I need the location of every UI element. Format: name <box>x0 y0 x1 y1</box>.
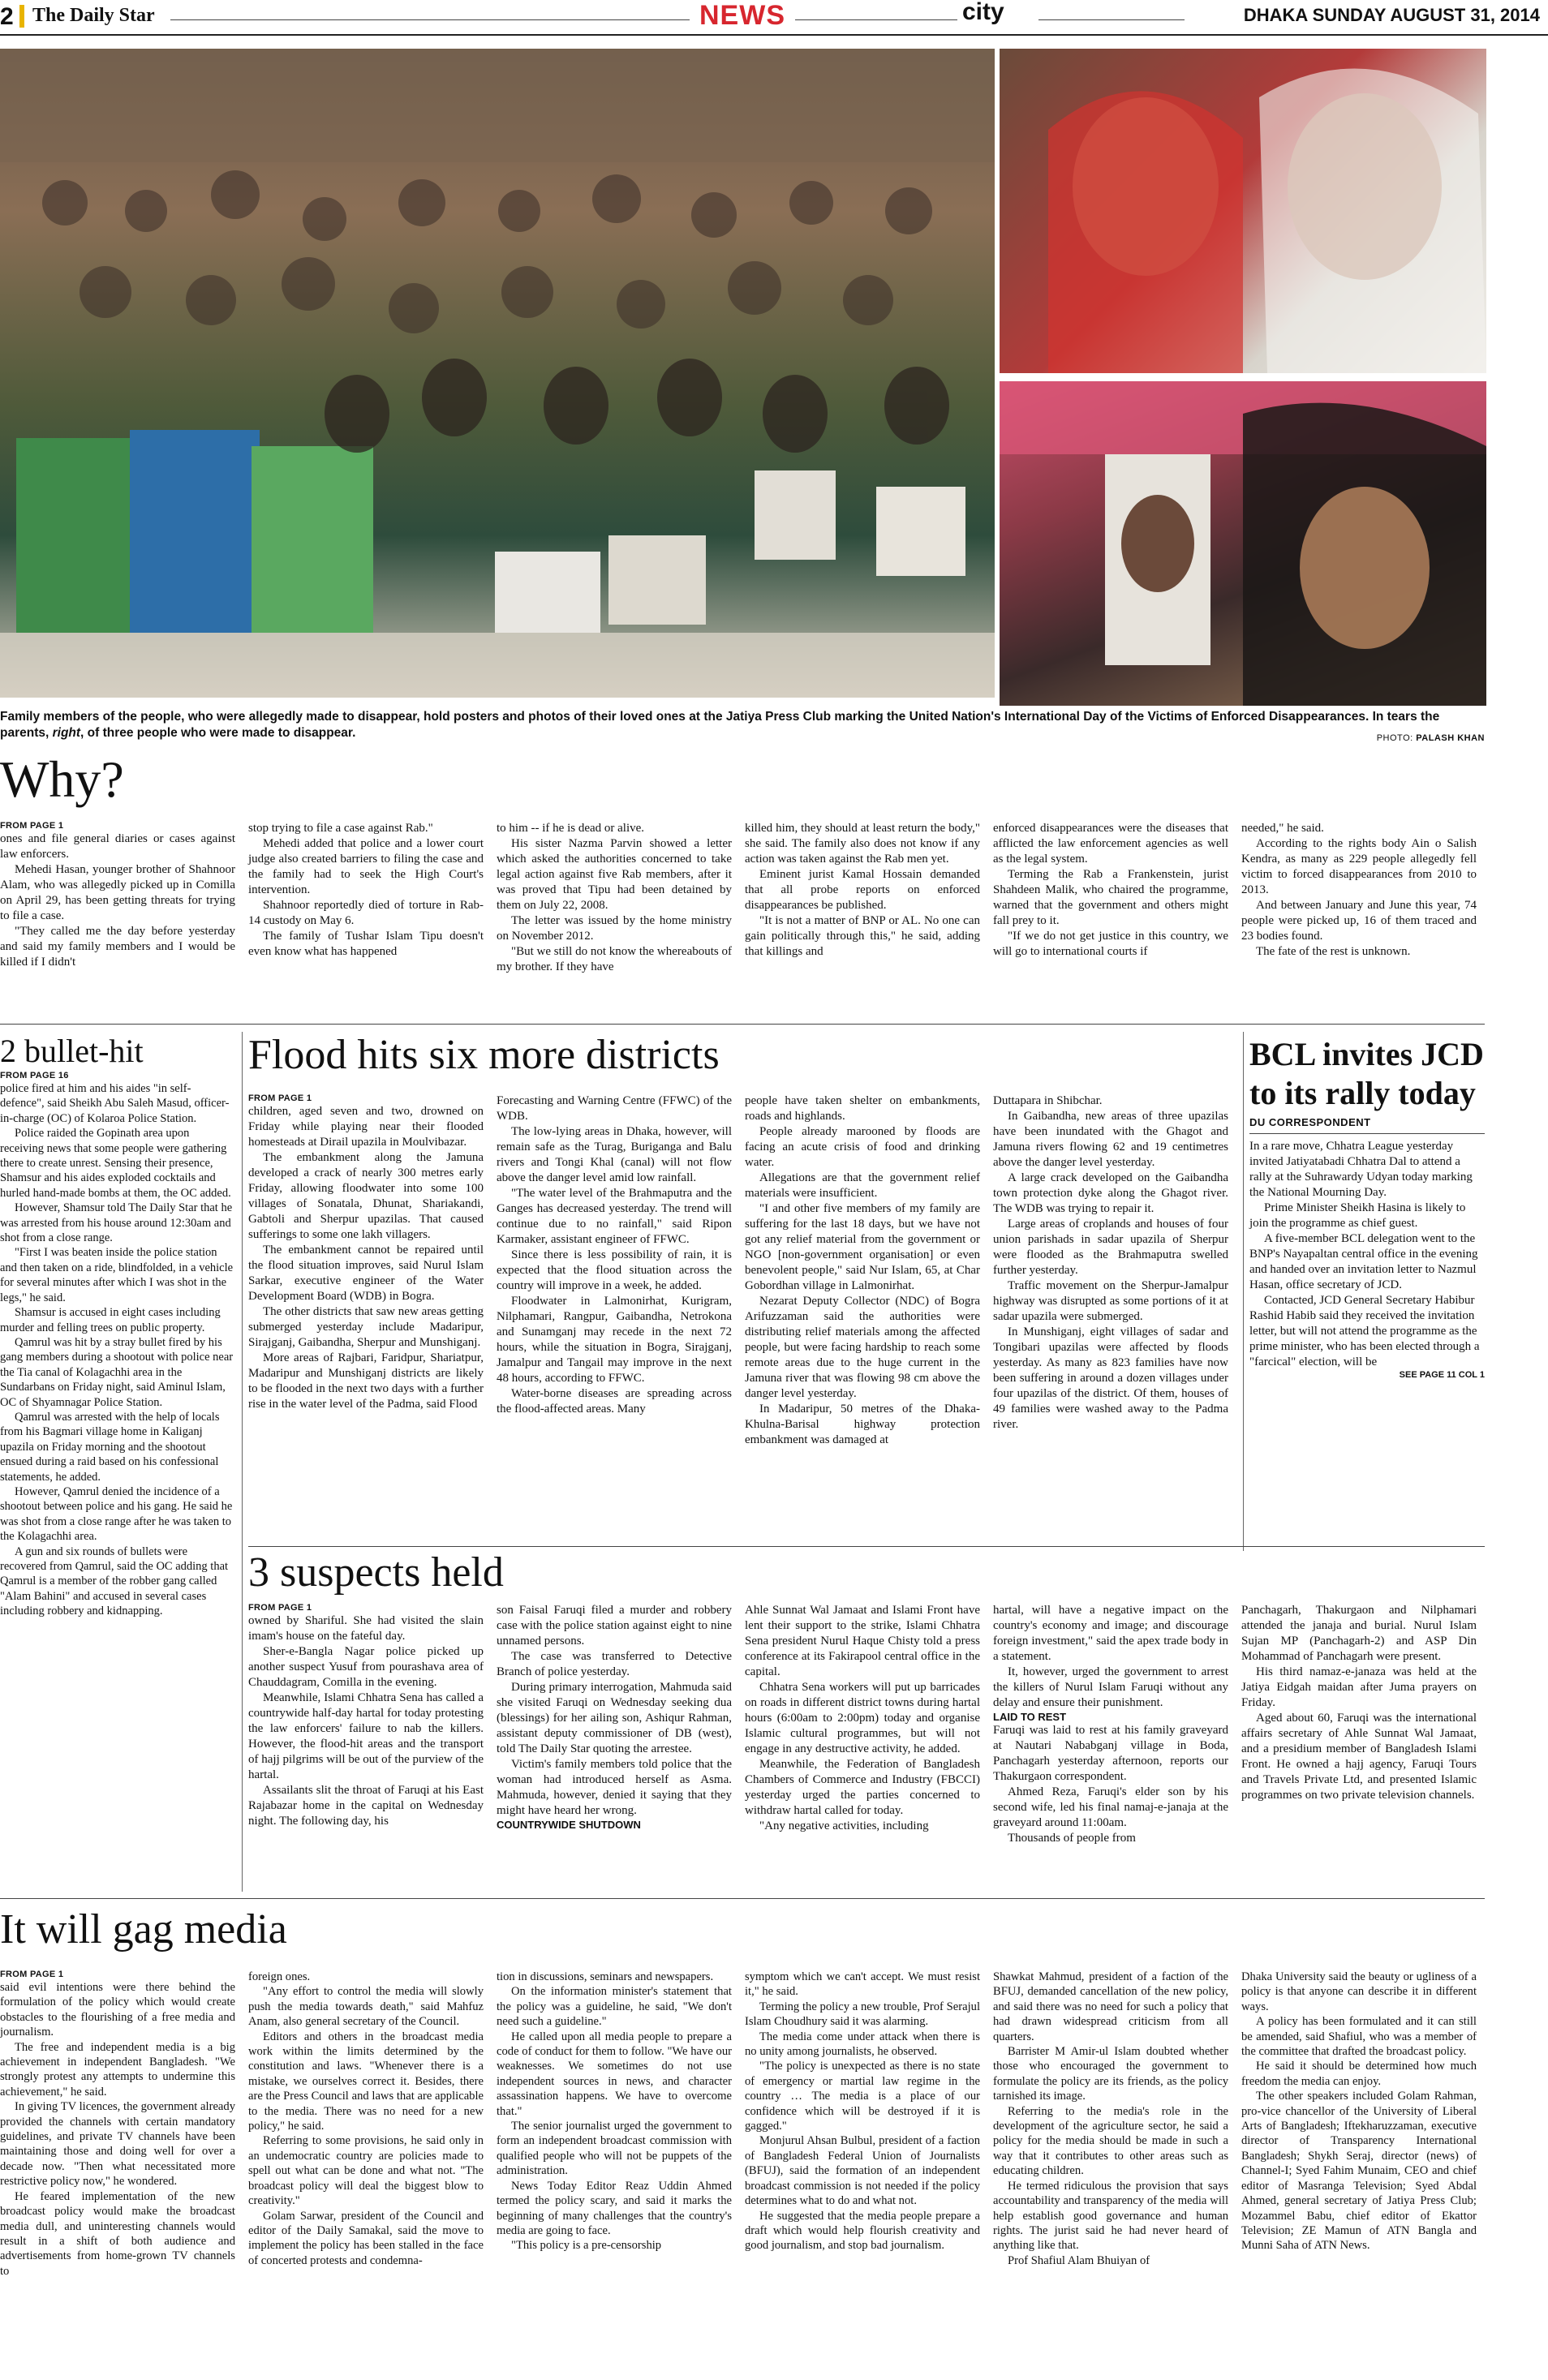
right-bottom-photo-art <box>1000 381 1486 706</box>
why-p: The letter was issued by the home ministry on November 2012. <box>497 914 732 943</box>
flood-p: "I and other five members of my family are suffering for the last 18 days, but we have not got any relief material from the government or NGO [non-government organisation] or even benevolent people," said Nur Islam, 65, at Char Gobordhan village in Lalmonirhat. <box>745 1202 980 1292</box>
gag-p: In giving TV licences, the government already provided the channels with certain mandatory guidelines, and private TV channels have been maintaining those and doing well for over a decade now. "Then what necessitated more restrictive policy now," he wondered. <box>0 2100 235 2189</box>
suspects-col-3 <box>745 1603 980 1834</box>
why-p: stop trying to file a case against Rab." <box>248 822 433 835</box>
flood-p: The embankment along the Jamuna developed a crack of nearly 300 metres early Friday, allowing floodwater into some 100 villages of Sonatala, Dhunat, Shariakandi, Gabtoli and Sherpur upazilas. That caused sufferings to some one lakh villagers. <box>248 1151 484 1241</box>
suspects-p: The case was transferred to Detective Branch of police yesterday. <box>497 1650 732 1678</box>
subsection-label: city <box>962 0 1004 25</box>
flood-p: In Munshiganj, eight villages of sadar and Tongibari upazilas were affected by floods yesterday. As many as 823 families have now been suffering in around a dozen villages under four upazilas of the district. Of them, houses of 49 families were washed away to the Padma river. <box>993 1325 1228 1431</box>
gag-col-2 <box>248 1970 484 2268</box>
flood-p: People already marooned by floods are facing an acute crisis of food and drinking water. <box>745 1125 980 1169</box>
gag-p: A policy has been formulated and it can still be amended, said Shafiul, who was a member of the committee that drafted the broadcast policy. <box>1241 2015 1477 2059</box>
header-rule-right <box>1038 19 1185 20</box>
suspects-p: It, however, urged the government to arrest the killers of Nurul Islam Faruqi without any delay and ensure their punishment. <box>993 1665 1228 1709</box>
gag-p: He said it should be determined how much freedom the media can enjoy. <box>1241 2060 1477 2088</box>
why-col-2-text <box>248 821 484 960</box>
why-col-6 <box>1241 821 1477 960</box>
bcl-headline: BCL invites JCD to its rally today <box>1249 1036 1484 1111</box>
suspects-p: owned by Shariful. She had visited the slain imam's house on the fateful day. <box>248 1614 484 1643</box>
section-divider-3 <box>0 1898 1485 1899</box>
flood-p: A large crack developed on the Gaibandha town protection dyke along the Ghagot river. The WDB was trying to repair it. <box>993 1171 1228 1215</box>
suspects-p: Panchagarh, Thakurgaon and Nilphamari attended the janaja and burial. Nurul Islam Sujan MP (Panchagarh-2) and ASP Din Mohammad of Panchagarh were present. <box>1241 1604 1477 1663</box>
why-headline: Why? <box>0 750 124 808</box>
gag-p: News Today Editor Reaz Uddin Ahmed termed the policy scary, and said it marks the beginning of many challenges that the country's media are going to face. <box>497 2179 732 2237</box>
suspects-p: Meanwhile, Islami Chhatra Sena has called a countrywide half-day hartal for today protesting the law enforcers' failure to nab the killers. However, the flood-hit areas and the transport of hajj pilgrims will be out of the purview of the hartal. <box>248 1691 484 1781</box>
gag-p: The senior journalist urged the government to form an independent broadcast commission with qualified people who will not be puppets of the administration. <box>497 2120 732 2178</box>
bcl-p: In a rare move, Chhatra League yesterday invited Jatiyatabadi Chhatra Dal to attend a rally at the Suhrawardy Udyan today marking the National Mourning Day. <box>1249 1140 1473 1199</box>
right-top-photo-art <box>1000 49 1486 373</box>
suspects-p: son Faisal Faruqi filed a murder and robbery case with the police station against eight to nine unnamed persons. <box>497 1604 732 1648</box>
why-p: Shahnoor reportedly died of torture in Rab-14 custody on May 6. <box>248 899 484 927</box>
flood-p: Water-borne diseases are spreading across the flood-affected areas. Many <box>497 1387 732 1416</box>
suspects-col-4 <box>993 1603 1228 1846</box>
bcl-p: A five-member BCL delegation went to the BNP's Nayapaltan central office in the evening and handed over an invitation letter to Nazmul Hasan, office secretary of JCD. <box>1249 1232 1478 1291</box>
flood-p: The other districts that saw new areas getting submerged yesterday include Madaripur, Sirajganj, Gaibandha, Sherpur and Munshiganj. <box>248 1305 484 1349</box>
suspects-p: During primary interrogation, Mahmuda said she visited Faruqi on Wednesday seeking dua (blessings) for her ailing son, Ashiqur Rahman, assistant deputy commissioner of DB (west), told The Daily Star quoting the arrestee. <box>497 1681 732 1755</box>
why-p: "But we still do not know the whereabouts of my brother. If they have <box>497 945 732 973</box>
gag-col-3 <box>497 1970 732 2253</box>
why-p: According to the rights body Ain o Salish Kendra, as many as 229 people allegedly fell victim to forced disappearances from 2010 to 2013. <box>1241 837 1477 896</box>
why-col-4 <box>745 821 980 960</box>
bullet-p: Qamrul was arrested with the help of locals from his Bagmari village home in Kaliganj upazila on Friday morning and the shootout ensued during a raid based on his confessional statements, he added. <box>0 1410 220 1484</box>
why-p: And between January and June this year, 74 people were picked up, 16 of them traced and 23 bodies found. <box>1241 899 1477 943</box>
why-p: Terming the Rab a Frankenstein, jurist Shahdeen Malik, who chaired the programme, warned that the government and others might fall prey to it. <box>993 868 1228 927</box>
gag-p: The other speakers included Golam Rahman, pro-vice chancellor of the University of Liberal Arts of Bangladesh; Iftekharuzzaman, executive director of Transparency International Bangladesh; Shykh Seraj, director (news) of Channel-I; Syed Fahim Munaim, CEO and chief editor of Masranga Television; Syed Abdal Ahmed, general secretary of Jatiya Press Club; Mozammel Babu, chief editor of Ekattor Television; ZE Mamun of ATN Bangla and Munni Saha of ATN News. <box>1241 2090 1477 2253</box>
suspects-p: Aged about 60, Faruqi was the international affairs secretary of Ahle Sunnat Wal Jamaat, and a presidium member of Bangladesh Islami Front. He owned a hajj agency, Faruqi Tours and Travels Private Ltd, and presented Islamic programmes on two private television channels. <box>1241 1712 1477 1802</box>
right-bottom-photo <box>1000 381 1486 706</box>
why-p: The family of Tushar Islam Tipu doesn't even know what has happened <box>248 930 484 958</box>
gag-p: tion in discussions, seminars and newspapers. <box>497 1970 714 1983</box>
gag-p: Dhaka University said the beauty or ugliness of a policy is that anyone can describe it in different ways. <box>1241 1970 1477 2013</box>
why-p: needed," he said. <box>1241 822 1324 835</box>
flood-p: The embankment cannot be repaired until the flood situation improves, said Nurul Islam Sarkar, executive engineer of the Water Development Board (WDB) in Bogra. <box>248 1244 484 1303</box>
why-p: "It is not a matter of BNP or AL. No one can gain politically through this," he said, adding that killings and <box>745 914 980 958</box>
section-divider-1 <box>0 1024 1485 1025</box>
bullet-body <box>0 1071 235 1619</box>
why-p: to him -- if he is dead or alive. <box>497 822 645 835</box>
column-rule-bcl <box>1243 1032 1244 1551</box>
right-top-photo <box>1000 49 1486 373</box>
page-header <box>0 0 1548 34</box>
why-p: Eminent jurist Kamal Hossain demanded that all probe reports on enforced disappearances be published. <box>745 868 980 912</box>
flood-p: people have taken shelter on embankments, roads and highlands. <box>745 1094 980 1123</box>
flood-p: Since there is less possibility of rain, it is expected that the flood situation across the country will improve in a week, he added. <box>497 1248 732 1292</box>
credit-label: PHOTO: <box>1376 733 1417 743</box>
why-p: Mehedi added that police and a lower court judge also created barriers to filing the case and the family had to seek the High Court's intervention. <box>248 837 484 896</box>
suspects-p: Chhatra Sena workers will put up barricades on roads in different district towns during hartal hours (6:00am to 2:00pm) today and organise Islamic cultural programmes, but will not engage in any destructive activity, he added. <box>745 1681 980 1755</box>
gag-p: He termed ridiculous the provision that says accountability and transparency of the media will help establish good governance and human rights. The jurist said he had never heard of anything like that. <box>993 2179 1228 2253</box>
bullet-p: Shamsur is accused in eight cases including murder and felling trees on public property. <box>0 1306 221 1334</box>
why-p: "They called me the day before yesterday and said my family members and I would be killed if I didn't <box>0 925 235 969</box>
suspects-headline: 3 suspects held <box>248 1549 504 1596</box>
bcl-byline-rule <box>1249 1133 1485 1134</box>
gag-col-1 <box>0 1970 235 2279</box>
masthead: The Daily Star <box>32 5 155 26</box>
bcl-story <box>1249 1035 1485 1380</box>
gag-col-6 <box>1241 1970 1477 2253</box>
caption-text-1: Family members of the people, who were allegedly made to disappear, hold posters and photos of their loved ones at the Jatiya Press Club marking the United Nation's International Day of the Victims of Enforced Disappearances. In tears the parents, <box>0 710 1440 740</box>
gag-p: foreign ones. <box>248 1970 311 1983</box>
bullet-p: However, Qamrul denied the incidence of a shootout between police and his gang. He said he was shot from a close range after he was taken to the Kolagachhi area. <box>0 1484 233 1544</box>
photo-caption <box>0 709 1485 741</box>
gag-from: FROM PAGE 1 <box>0 1970 64 1979</box>
credit-name: PALASH KHAN <box>1416 733 1485 743</box>
caption-text-right: right <box>52 726 81 740</box>
caption-text-2: , of three people who were made to disappear. <box>80 726 356 740</box>
flood-p: Duttapara in Shibchar. <box>993 1094 1103 1107</box>
gag-p: The free and independent media is a big achievement in independent Bangladesh. "We strongly protest any attempts to undermine this achievement," he said. <box>0 2040 235 2099</box>
suspects-subhead: LAID TO REST <box>993 1711 1067 1723</box>
gag-p: "This policy is a pre-censorship <box>511 2239 662 2253</box>
section-divider-2 <box>248 1546 1485 1547</box>
bcl-p: Prime Minister Sheikh Hasina is likely to join the programme as chief guest. <box>1249 1201 1466 1230</box>
main-photo-art <box>0 49 995 698</box>
why-p: ones and file general diaries or cases against law enforcers. <box>0 832 235 861</box>
flood-story <box>248 1093 1240 1548</box>
gag-p: Golam Sarwar, president of the Council and editor of the Daily Samakal, said the move to implement the policy has been stalled in the face of concerted protests and condemna- <box>248 2209 484 2267</box>
suspects-p: Assailants slit the throat of Faruqi at his East Rajabazar home in the capital on Wednesday night. The following day, his <box>248 1784 484 1828</box>
gag-p: The media come under attack when there is no unity among journalists, he observed. <box>745 2030 980 2059</box>
gag-p: Shawkat Mahmud, president of a faction of the BFUJ, demanded cancellation of the new policy, and said there was no need for such a policy that had drawn widespread criticism from all quarters. <box>993 1970 1228 2043</box>
suspects-p: Sher-e-Bangla Nagar police picked up another suspect Yusuf from pourashava area of Chauddagram, Comilla in the evening. <box>248 1645 484 1689</box>
why-p: "If we do not get justice in this country, we will go to international courts if <box>993 930 1228 958</box>
flood-p: Nezarat Deputy Collector (NDC) of Bogra Arifuzzaman said the authorities were distributing relief materials among the affected people, but were facing hardship to reach some remote areas due to the huge current in the Jamuna river that was flowing 98 cm above the danger level yesterday. <box>745 1295 980 1400</box>
suspects-p: Ahmed Reza, Faruqi's elder son by his second wife, led his final namaj-e-janaja at the graveyard around 11:00am. <box>993 1785 1228 1829</box>
bcl-p: Contacted, JCD General Secretary Habibur Rashid Habib said they received the invitation letter, but will not attend the programme as the prime minister, who has been elected through a "farcical" election, will be <box>1249 1294 1480 1368</box>
suspects-col-1 <box>248 1603 484 1829</box>
page-number-bar <box>19 5 24 28</box>
suspects-col-2 <box>497 1603 732 1831</box>
gag-p: said evil intentions were there behind the formulation of the policy which would create obstacles to the flourishing of a free media and journalism. <box>0 1981 235 2039</box>
header-rule-mid <box>795 19 957 20</box>
flood-p: The low-lying areas in Dhaka, however, will remain safe as the Turag, Buriganga and Balu rivers and Tongi Khal (canal) will not flow above the danger level amid low rainfall. <box>497 1125 732 1184</box>
gag-p: Monjurul Ahsan Bulbul, president of a faction of Bangladesh Federal Union of Journalists (BFUJ), said the formation of an independent broadcast commission is not needed if the policy determines what to do and what not. <box>745 2134 980 2208</box>
gag-p: Referring to the media's role in the development of the agriculture sector, he said a policy for the media should be made in such a way that it contributes to other areas such as educating children. <box>993 2104 1228 2178</box>
suspects-p: His third namaz-e-janaza was held at the Jatiya Eidgah maidan after Juma prayers on Friday. <box>1241 1665 1477 1709</box>
flood-p: Large areas of croplands and houses of four union parishads in sadar upazila of Sherpur were flooded as the Brahmaputra swelled further yesterday. <box>993 1218 1228 1277</box>
suspects-p: Thousands of people from <box>1008 1832 1136 1845</box>
suspects-p: "Any negative activities, including <box>759 1819 929 1832</box>
flood-p: Floodwater in Lalmonirhat, Kurigram, Nilphamari, Rangpur, Gaibandha, Netrokona and Sunamganj may recede in the next 72 hours, while the situation in Bogra, Sirajganj, Jamalpur and Tangail may improve in the next 48 hours, according to FFWC. <box>497 1295 732 1385</box>
why-p: enforced disappearances were the diseases that afflicted the law enforcement agencies as well as the legal system. <box>993 822 1228 866</box>
bullet-from: FROM PAGE 16 <box>0 1071 69 1080</box>
why-p: Mehedi Hasan, younger brother of Shahnoor Alam, who was allegedly picked up in Comilla on April 29, has been getting threats for trying to file a case. <box>0 863 235 922</box>
photo-credit <box>1377 733 1485 743</box>
gag-p: symptom which we can't accept. We must resist it," he said. <box>745 1970 980 1999</box>
why-col-3 <box>497 821 732 975</box>
section-label: NEWS <box>699 0 785 31</box>
suspects-p: hartal, will have a negative impact on the country's economy and image; and discourage foreign investment," said the apex trade body in a statement. <box>993 1604 1228 1663</box>
flood-from: FROM PAGE 1 <box>248 1093 312 1103</box>
flood-p: "The water level of the Brahmaputra and the Ganges has decreased yesterday. The trend will continue due to no rainfall," said Ripon Karmaker, assistant engineer of FFWC. <box>497 1187 732 1246</box>
why-p: His sister Nazma Parvin showed a letter which asked the authorities concerned to take legal action against five Rab members, after it was proved that Tipu had been detained by them on July 22, 2008. <box>497 837 732 912</box>
suspects-p: Ahle Sunnat Wal Jamaat and Islami Front have lent their support to the strike, Islami Chhatra Sena president Nurul Haque Chisty told a press conference at its Fakirapool central office in the capital. <box>745 1604 980 1678</box>
bullet-p: A gun and six rounds of bullets were recovered from Qamrul, said the OC adding that Qamrul is a member of the robber gang called "Alam Bahini" and accused in several cases including robbery and kidnapping. <box>0 1544 229 1618</box>
gag-col-5 <box>993 1970 1228 2268</box>
flood-col-1 <box>248 1093 484 1412</box>
gag-p: He called upon all media people to prepare a code of conduct for them to follow. "We have our weaknesses. We sometimes do not use independent sources in news, and character assassination happens. We have to overcome that." <box>497 2030 732 2118</box>
gag-headline: It will gag media <box>0 1906 287 1953</box>
flood-col-3 <box>745 1093 980 1448</box>
suspects-p: Victim's family members told police that the woman had introduced herself as Asma. Mahmuda, however, denied it saying that they might have heard her wrong. <box>497 1758 732 1817</box>
flood-p: children, aged seven and two, drowned on Friday while playing near their flooded homesteads at Dirail upazila in Moulvibazar. <box>248 1105 484 1149</box>
why-col-5 <box>993 821 1228 960</box>
flood-headline: Flood hits six more districts <box>248 1032 720 1078</box>
why-story <box>0 821 1485 1016</box>
gag-story <box>0 1970 1485 2375</box>
suspects-subhead: COUNTRYWIDE SHUTDOWN <box>497 1819 641 1831</box>
flood-p: In Madaripur, 50 metres of the Dhaka-Khulna-Barisal highway protection embankment was damaged at <box>745 1403 980 1446</box>
suspects-from: FROM PAGE 1 <box>248 1603 312 1613</box>
suspects-story <box>248 1603 1485 1895</box>
bcl-jump: SEE PAGE 11 COL 1 <box>1399 1370 1485 1380</box>
gag-p: He suggested that the media people prepare a draft which would help flourish creativity and good journalism, and stop bad journalism. <box>745 2209 980 2253</box>
why-from: FROM PAGE 1 <box>0 821 64 831</box>
column-rule-bullet <box>242 1032 243 1892</box>
flood-p: Traffic movement on the Sherpur-Jamalpur highway was disrupted as some portions of it at sadar upazila were submerged. <box>993 1279 1228 1323</box>
main-photo <box>0 49 995 698</box>
bullet-p: However, Shamsur told The Daily Star that he was arrested from his house around 12:30am and shot from a close range. <box>0 1201 233 1245</box>
gag-p: Prof Shafiul Alam Bhuiyan of <box>1008 2253 1150 2267</box>
gag-p: He feared implementation of the new broadcast policy would make the broadcast media dull, and uninteresting channels would result in a shift of both audience and advertisements from home-grown TV channels to <box>0 2189 235 2278</box>
bullet-p: Qamrul was hit by a stray bullet fired by his gang members during a shootout with police near the Tia canal of Kolagachhi area in the Sundarbans on Friday night, said Aminul Islam, OC of Shyamnagar Police Station. <box>0 1335 234 1409</box>
suspects-p: Faruqi was laid to rest at his family graveyard at Nautari Nababganj village in Boda, Panchagarh yesterday afternoon, reports our Thakurgaon correspondent. <box>993 1724 1228 1783</box>
bullet-headline: 2 bullet-hit <box>0 1033 144 1069</box>
gag-p: On the information minister's statement that the policy was a guideline, he said, "We don't need such a guideline." <box>497 1985 732 2029</box>
suspects-p: Meanwhile, the Federation of Bangladesh Chambers of Commerce and Industry (FBCCI) yesterday urged the parties concerned to withdraw hartal called for today. <box>745 1758 980 1817</box>
gag-p: Barrister M Amir-ul Islam doubted whether those who encouraged the government to formulate the policy are its friends, as the policy tarnished its image. <box>993 2045 1228 2103</box>
why-p: killed him, they should at least return the body," she said. The family also does not know if any action was taken against the Rab men yet. <box>745 822 980 866</box>
flood-p: In Gaibandha, new areas of three upazilas have been inundated with the Ghagot and Jamuna rivers flowing 62 and 19 centimetres above the danger level yesterday. <box>993 1110 1228 1169</box>
issue-date: DHAKA SUNDAY AUGUST 31, 2014 <box>1243 5 1540 25</box>
flood-p: More areas of Rajbari, Faridpur, Shariatpur, Madaripur and Munshiganj districts are likely to be flooded in the next two days with a further rise in the water level of the Padma, said Flood <box>248 1351 484 1411</box>
why-p: The fate of the rest is unknown. <box>1256 945 1411 958</box>
bullet-story <box>0 1032 235 1619</box>
bullet-p: police fired at him and his aides "in self-defence", said Sheikh Abu Saleh Masud, officer-in-charge (OC) of Kolaroa Police Station. <box>0 1082 230 1125</box>
page-number: 2 <box>0 3 14 30</box>
flood-col-2 <box>497 1093 732 1417</box>
gag-p: "The policy is unexpected as there is no state of emergency or martial law regime in the country … The media is a place of our confidence which will be destroyed if it is gagged." <box>745 2060 980 2133</box>
header-rule-left <box>170 19 690 20</box>
header-divider <box>0 34 1548 36</box>
flood-p: Forecasting and Warning Centre (FFWC) of the WDB. <box>497 1094 732 1123</box>
bcl-byline: DU CORRESPONDENT <box>1249 1116 1371 1128</box>
gag-p: "Any effort to control the media will slowly push the media towards death," said Mahfuz Anam, also general secretary of the Council. <box>248 1985 484 2029</box>
bcl-body <box>1249 1139 1485 1380</box>
suspects-col-5 <box>1241 1603 1477 1803</box>
gag-p: Referring to some provisions, he said only in an undemocratic country are policies made to spell out what can be done and what not. "The broadcast policy will deal the biggest blow to creativity." <box>248 2134 484 2208</box>
gag-p: Terming the policy a new trouble, Prof Serajul Islam Choudhury said it was alarming. <box>745 2000 980 2029</box>
flood-col-4 <box>993 1093 1228 1433</box>
bullet-p: "First I was beaten inside the police station and then taken on a ride, blindfolded, in a vehicle for several minutes after which I was shot in the legs," he said. <box>0 1246 234 1304</box>
bullet-p: Police raided the Gopinath area upon receiving news that some people were gathering there to create unrest. Sensing their presence, Shamsur and his aides exploded cocktails and hurled hand-made bombs at them, the OC added. <box>0 1127 231 1200</box>
gag-p: Editors and others in the broadcast media work within the limits determined by the constitution and laws. "Whenever there is a mistake, we ourselves correct it. Besides, there are the Press Council and laws that are applicable to the media. There was no need for a new policy," he said. <box>248 2030 484 2133</box>
gag-col-4 <box>745 1970 980 2253</box>
flood-p: Allegations are that the government relief materials were insufficient. <box>745 1171 980 1200</box>
why-col-1 <box>0 821 235 970</box>
